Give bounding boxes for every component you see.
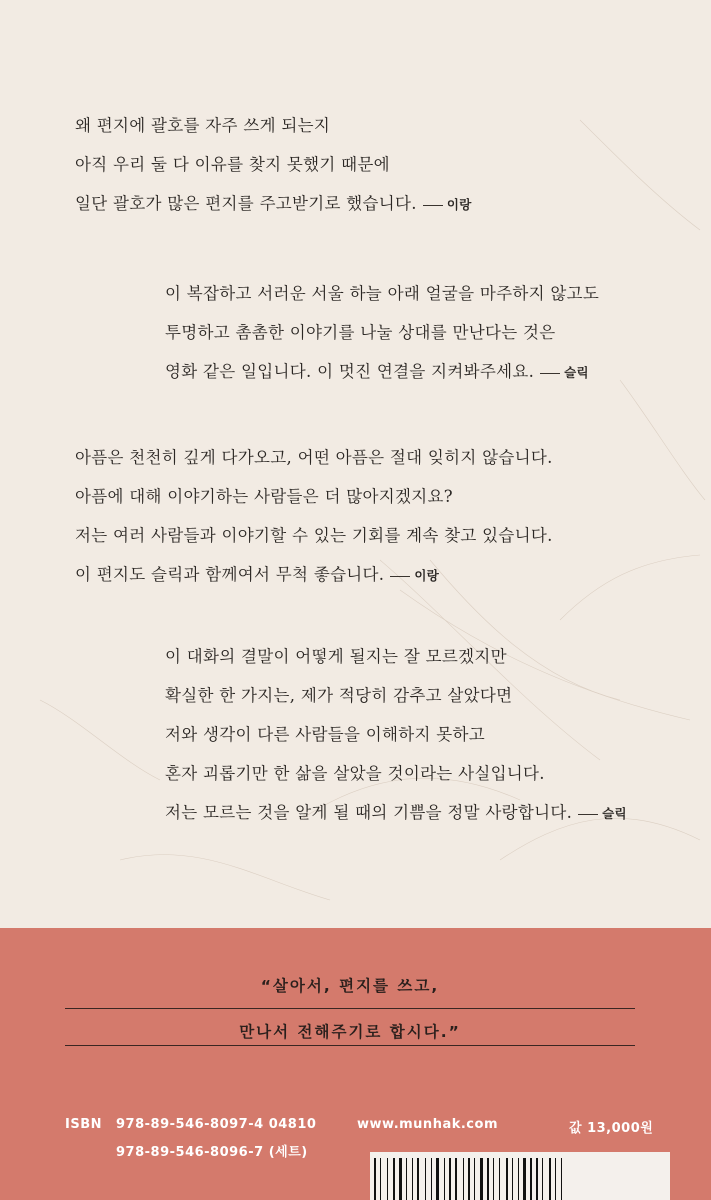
barcode-bar: [499, 1158, 500, 1200]
paragraph-line: 이 대화의 결말이 어떻게 될지는 잘 모르겠지만: [165, 647, 507, 666]
signature: 이랑: [446, 197, 472, 212]
barcode-bar: [406, 1158, 407, 1200]
barcode-bar: [425, 1158, 426, 1200]
paragraph-line: 투명하고 촘촘한 이야기를 나눌 상대를 만난다는 것은: [165, 323, 556, 342]
letter-paragraph-2: [165, 274, 599, 391]
barcode-bar: [518, 1158, 519, 1200]
signature: 슬릭: [602, 806, 627, 821]
isbn-set-number: 978-89-546-8096-7 (세트): [116, 1145, 308, 1160]
barcode-bar: [449, 1158, 451, 1200]
letter-paragraph-1: [75, 106, 472, 223]
barcode-bar: [536, 1158, 538, 1200]
signature-rule: [578, 814, 598, 815]
barcode-bar: [468, 1158, 470, 1200]
barcode-bar: [399, 1158, 402, 1200]
paragraph-line: 저와 생각이 다른 사람들을 이해하지 못하고: [165, 725, 486, 744]
paragraph-line: 확실한 한 가지는, 제가 적당히 감추고 살았다면: [165, 686, 513, 705]
quote-line-1: “살아서, 편지를 쓰고,: [260, 977, 440, 995]
barcode-bar: [393, 1158, 395, 1200]
barcode-bar: [555, 1158, 556, 1200]
paragraph-line: 혼자 괴롭기만 한 삶을 살았을 것이라는 사실입니다.: [165, 764, 545, 783]
barcode-bar: [542, 1158, 543, 1200]
barcode-bar: [493, 1158, 494, 1200]
signature-rule: [390, 576, 410, 577]
isbn-label: ISBN: [65, 1117, 102, 1132]
barcode-bar: [431, 1158, 432, 1200]
letter-paragraph-4: [165, 637, 627, 832]
signature-rule: [423, 205, 443, 206]
barcode-bar: [380, 1158, 381, 1200]
signature: 이랑: [414, 568, 440, 583]
publisher-url: www.munhak.com: [357, 1117, 498, 1132]
barcode-bar: [561, 1158, 562, 1200]
barcode-bar: [374, 1158, 376, 1200]
paragraph-line: 이 편지도 슬릭과 함께여서 무척 좋습니다. 이랑: [75, 565, 440, 584]
letter-paragraph-3: [75, 438, 553, 594]
barcode-bar: [530, 1158, 532, 1200]
quote-divider: [65, 1008, 635, 1009]
price-label: 값 13,000원: [569, 1121, 654, 1136]
paragraph-line: 영화 같은 일입니다. 이 멋진 연결을 지켜봐주세요. 슬릭: [165, 362, 589, 381]
barcode-bar: [412, 1158, 413, 1200]
barcode: [370, 1152, 670, 1200]
paragraph-line: 아픔에 대해 이야기하는 사람들은 더 많아지겠지요?: [75, 487, 453, 506]
paragraph-line: 왜 편지에 괄호를 자주 쓰게 되는지: [75, 116, 331, 135]
barcode-bar: [455, 1158, 457, 1200]
isbn-number: 978-89-546-8097-4 04810: [116, 1117, 317, 1132]
barcode-bar: [506, 1158, 508, 1200]
barcode-bar: [512, 1158, 513, 1200]
barcode-bar: [480, 1158, 483, 1200]
paragraph-line: 아직 우리 둘 다 이유를 찾지 못했기 때문에: [75, 155, 390, 174]
paragraph-line: 저는 모르는 것을 알게 될 때의 기쁨을 정말 사랑합니다. 슬릭: [165, 803, 627, 822]
paragraph-line: 일단 괄호가 많은 편지를 주고받기로 했습니다. 이랑: [75, 194, 472, 213]
quote-divider: [65, 1045, 635, 1046]
barcode-bar: [444, 1158, 445, 1200]
signature: 슬릭: [564, 365, 589, 380]
signature-rule: [540, 373, 560, 374]
barcode-bar: [474, 1158, 475, 1200]
barcode-bar: [549, 1158, 551, 1200]
barcode-bar: [523, 1158, 526, 1200]
barcode-bar: [417, 1158, 419, 1200]
paragraph-line: 저는 여러 사람들과 이야기할 수 있는 기회를 계속 찾고 있습니다.: [75, 526, 553, 545]
barcode-bar: [463, 1158, 464, 1200]
paragraph-line: 아픔은 천천히 깊게 다가오고, 어떤 아픔은 절대 잊히지 않습니다.: [75, 448, 553, 467]
barcode-bar: [487, 1158, 489, 1200]
paragraph-line: 이 복잡하고 서러운 서울 하늘 아래 얼굴을 마주하지 않고도: [165, 284, 600, 303]
barcode-bar: [436, 1158, 439, 1200]
barcode-bar: [387, 1158, 388, 1200]
quote-line-2: 만나서 전해주기로 합시다.”: [239, 1023, 461, 1041]
